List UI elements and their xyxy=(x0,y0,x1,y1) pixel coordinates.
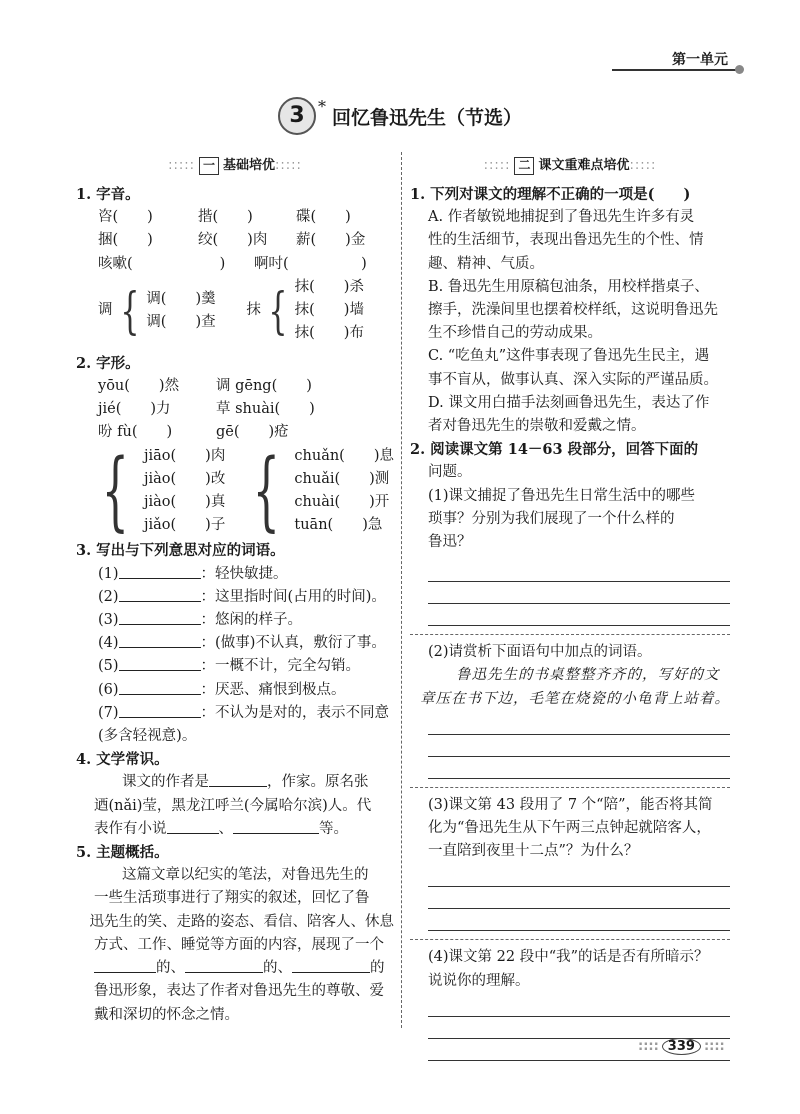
q5-line-7: 戴和深切的怀念之情。 xyxy=(94,1006,239,1023)
q3-item-2: (2) ：这里指时间(占用的时间)。 xyxy=(76,586,394,609)
page-number: :::: 339 :::: xyxy=(638,1039,725,1054)
answer-line[interactable] xyxy=(428,713,730,735)
answer-blank[interactable] xyxy=(119,609,201,625)
answer-line[interactable] xyxy=(428,995,730,1017)
subq-separator xyxy=(410,787,730,788)
trait-blank-3[interactable] xyxy=(292,957,370,973)
right-question-1-label: 1. 下列对课文的理解不正确的一项是( ) xyxy=(410,186,691,203)
q3-item-7: (7) ：不认为是对的，表示不同意 xyxy=(76,702,394,725)
unit-label: 第一单元 xyxy=(672,52,728,68)
lesson-title-text: 回忆鲁迅先生（节选） xyxy=(331,106,522,129)
q5-line-3: 迅先生的笑、走路的姿态、看信、陪客人、休息 xyxy=(89,913,394,930)
left-column xyxy=(76,153,394,1027)
q3-item-3: (3) ：悠闲的样子。 xyxy=(76,609,394,632)
q4-line-2: 迺(nǎi)莹，黑龙江呼兰(今属哈尔滨)人。代 xyxy=(94,797,372,814)
lesson-title xyxy=(0,97,800,135)
q5-line-6: 鲁迅形象，表达了作者对鲁迅先生的尊敬、爱 xyxy=(94,983,384,1000)
q2-row-2: jié( )力 草 shuài( ) xyxy=(98,401,315,418)
answer-blank[interactable] xyxy=(119,655,201,671)
q4-line-3: 表作有小说 、 等。 xyxy=(76,818,394,841)
trait-blank-2[interactable] xyxy=(185,957,263,973)
novel-blank-1[interactable] xyxy=(167,818,219,834)
lesson-star: * xyxy=(317,97,326,116)
section-key-header: ::::: 二 课文重难点培优::::: xyxy=(483,158,657,173)
q3-item-4: (4) ：(做事)不认真，敷衍了事。 xyxy=(76,632,394,655)
q3-item-6: (6) ：厌恶、痛恨到极点。 xyxy=(76,679,394,702)
author-blank[interactable] xyxy=(209,771,267,787)
q5-line-5: 的、 的、 的 xyxy=(76,957,394,980)
answer-blank[interactable] xyxy=(119,679,201,695)
subq-4: (4)课文第 22 段中“我”的话是否有所暗示？ xyxy=(428,949,709,966)
q2-row-1: yōu( )然 调 gēng( ) xyxy=(98,378,312,395)
q5-line-2: 一些生活琐事进行了翔实的叙述，回忆了鲁 xyxy=(94,890,370,907)
option-b[interactable]: B. 鲁迅先生用原稿包油条，用校样揩桌子、 xyxy=(428,278,709,295)
q3-item-5: (5) ：一概不计，完全勾销。 xyxy=(76,655,394,678)
answer-blank[interactable] xyxy=(119,632,201,648)
answer-blank[interactable] xyxy=(119,702,201,718)
subq-3: (3)课文第 43 段用了 7 个“陪”，能否将其简 xyxy=(428,796,713,813)
q3-item-1: (1) ：轻快敏捷。 xyxy=(76,563,394,586)
answer-line[interactable] xyxy=(428,909,730,931)
answer-blank[interactable] xyxy=(119,586,201,602)
answer-line[interactable] xyxy=(428,604,730,626)
q1-row-1: 咨( ) 揩( ) 碟( ) xyxy=(98,209,351,226)
section-number-box: 一 xyxy=(199,157,219,175)
novel-blank-2[interactable] xyxy=(233,818,319,834)
header-rule xyxy=(612,69,738,71)
question-2-label: 2. 字形。 xyxy=(76,354,140,372)
subq-separator xyxy=(410,634,730,635)
answer-line[interactable] xyxy=(428,560,730,582)
answer-blank[interactable] xyxy=(119,563,201,579)
page-number-value: 339 xyxy=(662,1038,701,1055)
q2-row-3: 吩 fù( ) gē( )疮 xyxy=(98,424,289,441)
q1-polyphonic: 调 { 调( )羹 调( )查 抹 { 抹( )杀 抹( )墙 抹( )布 xyxy=(98,279,364,342)
answer-line[interactable] xyxy=(428,757,730,779)
answer-line[interactable] xyxy=(428,865,730,887)
q1-row-3: 咳嗽( ) 啊吋( ) xyxy=(98,255,367,272)
column-divider xyxy=(401,152,402,1028)
q3-item-7-cont: (多含轻视意)。 xyxy=(98,728,197,745)
q1-row-2: 捆( ) 绞( )肉 薪( )金 xyxy=(98,232,366,249)
question-3-label: 3. 写出与下列意思对应的词语。 xyxy=(76,542,285,560)
q5-line-1: 这篇文章以纪实的笔法，对鲁迅先生的 xyxy=(122,867,369,884)
option-d[interactable]: D. 课文用白描手法刻画鲁迅先生，表达了作 xyxy=(428,394,710,411)
right-question-2-label: 2. 阅读课文第 14－63 段部分，回答下面的 xyxy=(410,441,699,459)
answer-line[interactable] xyxy=(428,1017,730,1039)
q2-pinyin-groups: { jiāo( )肉 jiào( )改 jiào( )真 jiǎo( )子 { chuǎn( )息 chuǎi( )测 chuài( )开 tuān( )急 xyxy=(101,441,394,542)
lesson-number: 3 xyxy=(278,97,316,135)
section-number-box: 二 xyxy=(514,157,534,175)
question-4-label: 4. 文学常识。 xyxy=(76,751,169,769)
answer-line[interactable] xyxy=(428,887,730,909)
question-1-label: 1. 字音。 xyxy=(76,186,140,203)
answer-line[interactable] xyxy=(428,735,730,757)
question-5-label: 5. 主题概括。 xyxy=(76,844,169,862)
subq-1: (1)课文捕捉了鲁迅先生日常生活中的哪些 xyxy=(428,487,696,504)
trait-blank-1[interactable] xyxy=(94,957,156,973)
answer-line[interactable] xyxy=(428,582,730,604)
q4-line-1: 课文的作者是 ，作家。原名张 xyxy=(76,771,394,794)
q5-line-4: 方式、工作、睡觉等方面的内容，展现了一个 xyxy=(94,936,384,953)
quoted-sentence: 鲁迅先生的书桌整整齐齐的，写好的文 xyxy=(456,667,720,684)
header-dot xyxy=(735,65,744,74)
section-basic-header: ::::: 一 基础培优::::: xyxy=(168,158,302,173)
section-title: 基础培优 xyxy=(222,158,275,173)
option-a[interactable]: A. 作者敏锐地捕捉到了鲁迅先生许多有灵 xyxy=(428,209,695,226)
subq-2: (2)请赏析下面语句中加点的词语。 xyxy=(428,644,652,661)
option-c[interactable]: C. “吃鱼丸”这件事表现了鲁迅先生民主，遇 xyxy=(428,348,710,365)
right-column: ::::: 二 课文重难点培优::::: 1. 下列对课文的理解不正确的一项是( ) A. 作者敏锐地捕捉到了鲁迅先生许多有灵 性的生活细节，表现出鲁迅先生的个性、情 趣、精神、气质。 B. 鲁迅先生用原稿包油条，用校样揩桌子、 擦手，洗澡间里也摆着校样纸，这说明鲁迅先 生不珍惜自己的劳动成果。 C. “吃鱼丸”这件事表现了鲁迅先生民主，遇 事不盲从，做事认真、深入实际的严谨品质。 D. 课文用白描手法刻画鲁迅先生，表达了作 者对鲁迅先生的崇敬和爱戴之情。 2. 阅读课文第 14－63 段部分，回答下面的 问题。 (1)课文捕捉了鲁迅先生日常生活中的哪些 琐事？分别为我们展现了一个什么样的 鲁迅？ (2)请赏析下面语句中加点的词语。 鲁迅先生的书桌整整齐齐的，写好的文 章压在书下边，毛笔在烧瓷的小龟背上站着。 (3)课文第 43 段用了 7 个“陪”，能否将其简 化为“鲁迅先生从下午两三点钟起就陪客人， 一直陪到夜里十二点”？为什么？ (4)课文第 22 段中“我”的话是否有所暗示？ 说说你的理解。 xyxy=(410,153,730,1061)
section-title: 课文重难点培优 xyxy=(538,158,630,173)
subq-separator xyxy=(410,939,730,940)
